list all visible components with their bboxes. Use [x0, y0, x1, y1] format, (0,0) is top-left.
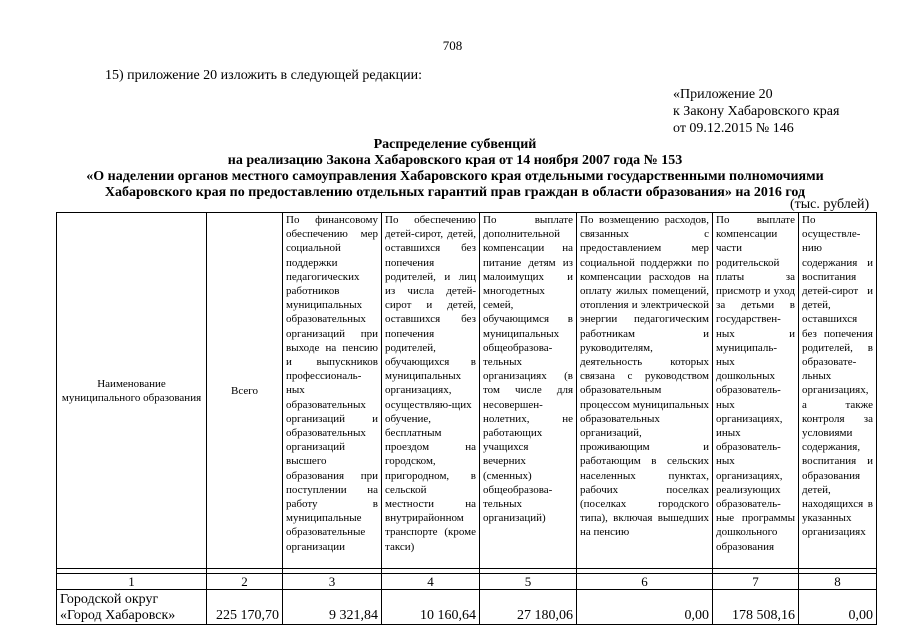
appendix-line-1: «Приложение 20 — [673, 87, 773, 102]
column-number: 4 — [382, 574, 480, 590]
column-number: 7 — [713, 574, 799, 590]
document-title — [40, 137, 870, 201]
title-line-3: «О наделении органов местного самоуправления Хабаровского края отдельными государственными полномочиями — [86, 169, 824, 184]
header-municipality: Наименование муниципального образования — [57, 213, 207, 569]
column-number: 5 — [480, 574, 577, 590]
value-col-3: 9 321,84 — [283, 590, 382, 625]
title-line-4: Хабаровского края по предоставлению отдельных гарантий прав граждан в области образования» на 2016 год — [104, 185, 806, 200]
column-number: 8 — [799, 574, 877, 590]
header-col-4: По обеспечению детей-сирот, детей, оставшихся без попечения родителей, и лиц из числа детей-сирот и детей, оставшихся без попечения родителей, обучающихся в муниципальных организациях, осуществляю-щих обучение, бесплатным проездом на городском, пригородном, в сельской местности на внутрирайонном транспорте (кроме такси) — [382, 213, 480, 569]
header-col-7: По выплате компенсации части родительской платы за присмотр и уход за детьми в государствен-ных и муниципаль-ных дошкольных образователь-ных организациях, иных образователь-ных организациях, реализующих образователь-ные программы дошкольного образования — [713, 213, 799, 569]
header-col-5: По выплате дополнительной компенсации на питание детям из малоимущих и многодетных семей, обучающимся в муниципальных общеобразова-тельных организациях (в том числе для несовершен-нолетних, не работающих учащихся вечерних (сменных) общеобразова-тельных организаций) — [480, 213, 577, 569]
table-row — [57, 590, 877, 625]
value-col-6: 0,00 — [577, 590, 713, 625]
column-number: 1 — [57, 574, 207, 590]
units-label: (тыс. рублей) — [790, 197, 870, 212]
municipality-name-line-2: «Город Хабаровск» — [60, 608, 176, 623]
value-col-7: 178 508,16 — [713, 590, 799, 625]
value-col-8: 0,00 — [799, 590, 877, 625]
column-number: 6 — [577, 574, 713, 590]
municipality-name-line-1: Городской округ — [60, 592, 159, 607]
header-col-6: По возмещению расходов, связанных с предоставлением мер социальной поддержки по компенсации расходов на оплату жилых помещений, отопления и электрической энергии педагогическим работникам и руководителям, деятельность которых связана с руководством образовательным процессом муниципальных образовательных организаций, проживающим и работающим в сельских населенных пунктах, рабочих поселках (поселках городского типа), включая вышедших на пенсию — [577, 213, 713, 569]
appendix-line-3: от 09.12.2015 № 146 — [673, 121, 794, 136]
page-number: 708 — [442, 38, 463, 53]
column-number-row — [57, 574, 877, 590]
intro-text: 15) приложение 20 изложить в следующей редакции: — [105, 68, 422, 83]
title-line-2: на реализацию Закона Хабаровского края от 14 ноября 2007 года № 153 — [227, 153, 683, 168]
appendix-line-2: к Закону Хабаровского края — [673, 104, 840, 119]
appendix-reference — [673, 86, 839, 137]
subventions-table — [56, 212, 877, 625]
column-number: 2 — [207, 574, 283, 590]
title-line-1: Распределение субвенций — [373, 137, 537, 152]
header-col-8: По осуществле-нию содержания и воспитания детей-сирот и детей, оставшихся без попечения родителей, в образовате-льных организациях, а также контроля за условиями содержания, воспитания и образования детей, находящихся в указанных организациях — [799, 213, 877, 569]
municipality-name — [57, 590, 207, 625]
value-total: 225 170,70 — [207, 590, 283, 625]
value-col-5: 27 180,06 — [480, 590, 577, 625]
header-col-3: По финансовому обеспечению мер социальной поддержки педагогических работников муниципальных образовательных организаций при выходе на пенсию и выпускников профессиональ-ных образовательных организаций и образовательных организаций высшего образования при поступлении на работу в муниципальные образовательные организации — [283, 213, 382, 569]
header-total: Всего — [207, 213, 283, 569]
table-header-row — [57, 213, 877, 569]
value-col-4: 10 160,64 — [382, 590, 480, 625]
column-number: 3 — [283, 574, 382, 590]
